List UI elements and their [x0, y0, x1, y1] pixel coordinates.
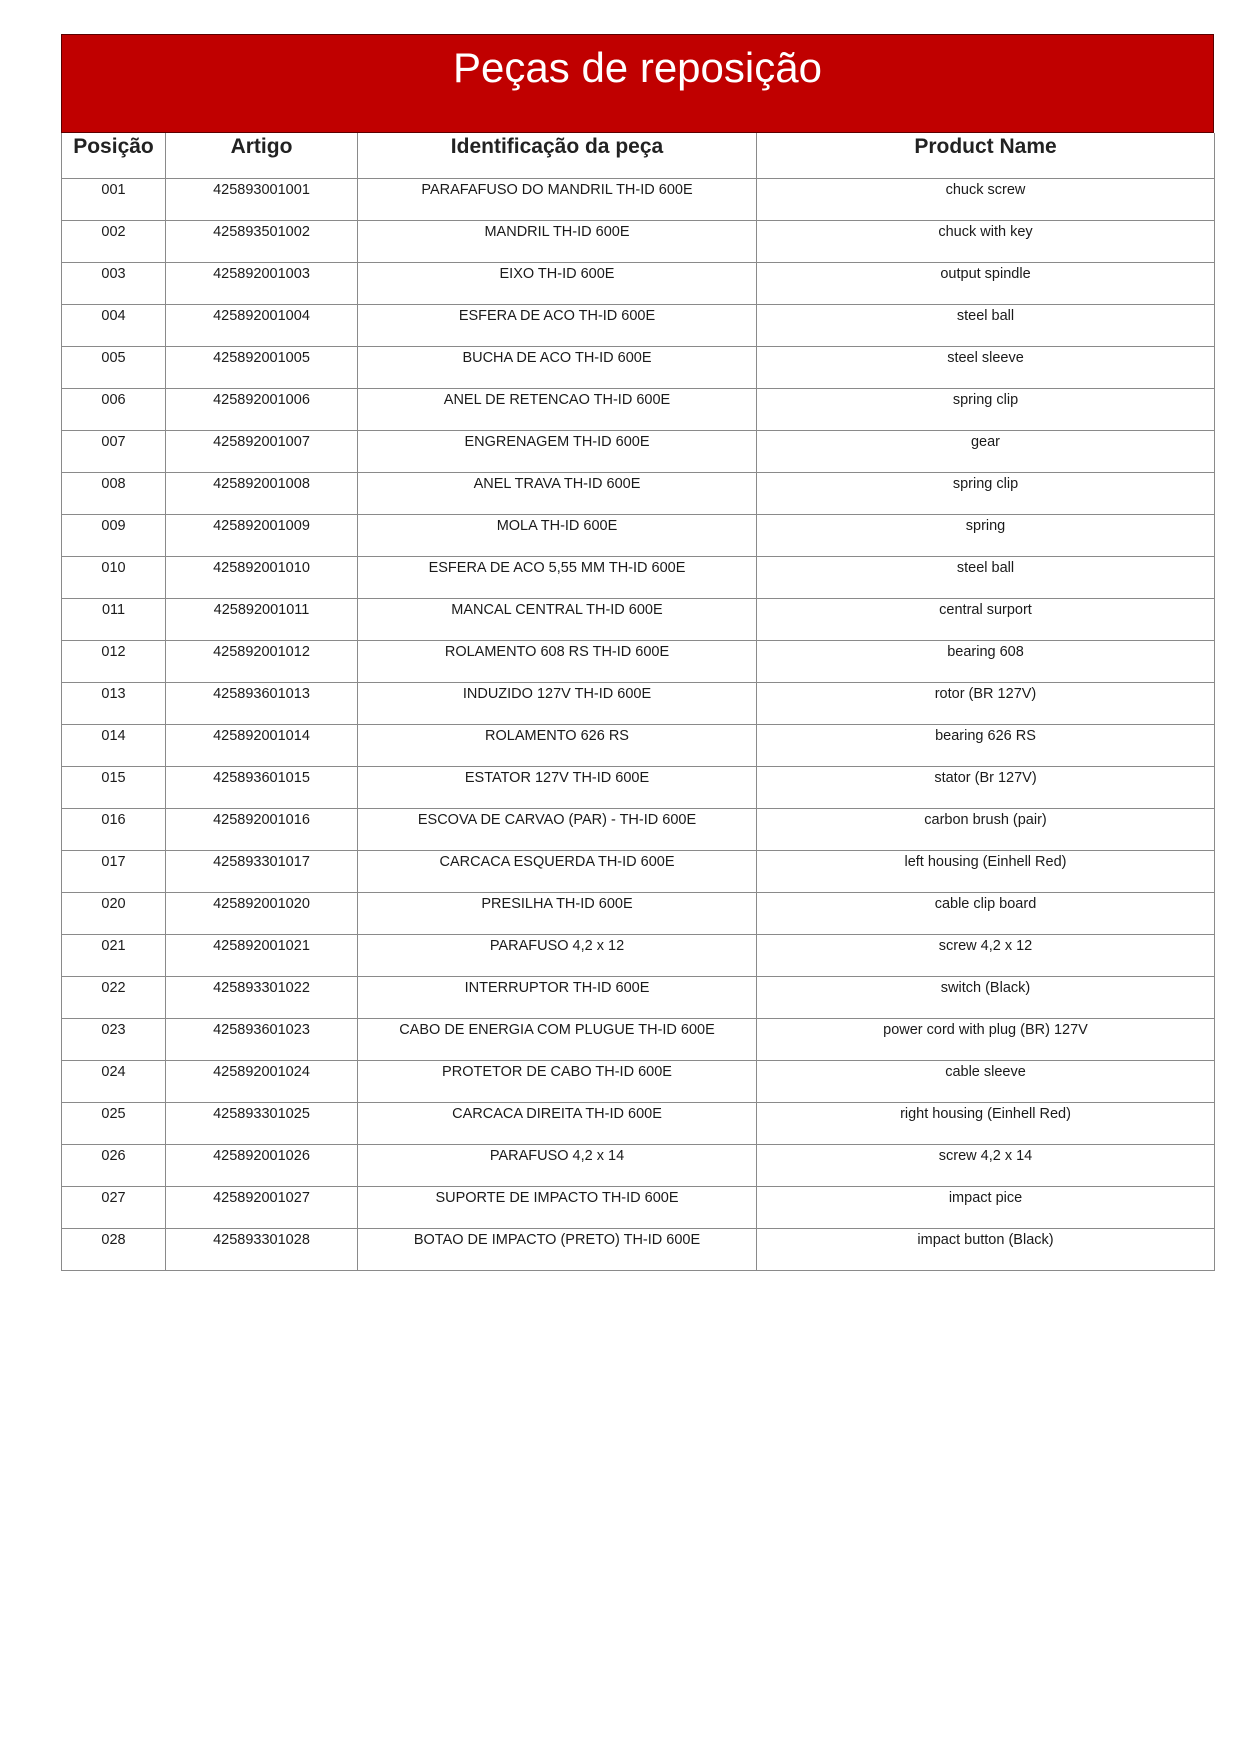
cell-position: 017: [62, 850, 166, 892]
table-row: [62, 1018, 1215, 1060]
page-title: Peças de reposição: [453, 44, 822, 91]
cell-product-name: steel ball: [757, 304, 1215, 346]
header-position: Posição: [62, 133, 166, 178]
parts-table: [61, 133, 1215, 1271]
cell-position: 022: [62, 976, 166, 1018]
cell-article: 425893601023: [166, 1018, 358, 1060]
cell-product-name: steel sleeve: [757, 346, 1215, 388]
table-row: [62, 262, 1215, 304]
cell-position: 014: [62, 724, 166, 766]
cell-product-name: left housing (Einhell Red): [757, 850, 1215, 892]
cell-article: 425892001008: [166, 472, 358, 514]
cell-identification: MANCAL CENTRAL TH-ID 600E: [358, 598, 757, 640]
cell-article: 425892001011: [166, 598, 358, 640]
table-row: [62, 640, 1215, 682]
table-row: [62, 472, 1215, 514]
table-row: [62, 178, 1215, 220]
table-row: [62, 934, 1215, 976]
cell-article: 425892001014: [166, 724, 358, 766]
cell-identification: ESTATOR 127V TH-ID 600E: [358, 766, 757, 808]
cell-product-name: rotor (BR 127V): [757, 682, 1215, 724]
cell-position: 021: [62, 934, 166, 976]
cell-product-name: chuck screw: [757, 178, 1215, 220]
table-row: [62, 388, 1215, 430]
cell-identification: ESFERA DE ACO TH-ID 600E: [358, 304, 757, 346]
cell-product-name: impact pice: [757, 1186, 1215, 1228]
cell-position: 024: [62, 1060, 166, 1102]
table-row: [62, 850, 1215, 892]
cell-article: 425892001020: [166, 892, 358, 934]
cell-product-name: output spindle: [757, 262, 1215, 304]
cell-article: 425892001004: [166, 304, 358, 346]
table-row: [62, 304, 1215, 346]
cell-identification: CARCACA DIREITA TH-ID 600E: [358, 1102, 757, 1144]
table-row: [62, 430, 1215, 472]
table-row: [62, 808, 1215, 850]
cell-identification: CARCACA ESQUERDA TH-ID 600E: [358, 850, 757, 892]
cell-identification: PARAFUSO 4,2 x 12: [358, 934, 757, 976]
cell-identification: PARAFAFUSO DO MANDRIL TH-ID 600E: [358, 178, 757, 220]
cell-position: 012: [62, 640, 166, 682]
cell-position: 013: [62, 682, 166, 724]
cell-position: 006: [62, 388, 166, 430]
cell-identification: ESFERA DE ACO 5,55 MM TH-ID 600E: [358, 556, 757, 598]
cell-identification: PARAFUSO 4,2 x 14: [358, 1144, 757, 1186]
header-article: Artigo: [166, 133, 358, 178]
cell-product-name: cable clip board: [757, 892, 1215, 934]
table-row: [62, 724, 1215, 766]
cell-position: 016: [62, 808, 166, 850]
cell-article: 425892001003: [166, 262, 358, 304]
cell-product-name: spring clip: [757, 472, 1215, 514]
cell-article: 425893301025: [166, 1102, 358, 1144]
table-row: [62, 1060, 1215, 1102]
table-row: [62, 682, 1215, 724]
cell-position: 003: [62, 262, 166, 304]
cell-position: 010: [62, 556, 166, 598]
header-product-name: Product Name: [757, 133, 1215, 178]
cell-identification: INTERRUPTOR TH-ID 600E: [358, 976, 757, 1018]
cell-product-name: gear: [757, 430, 1215, 472]
cell-identification: MOLA TH-ID 600E: [358, 514, 757, 556]
cell-identification: INDUZIDO 127V TH-ID 600E: [358, 682, 757, 724]
cell-identification: CABO DE ENERGIA COM PLUGUE TH-ID 600E: [358, 1018, 757, 1060]
cell-product-name: bearing 608: [757, 640, 1215, 682]
cell-position: 011: [62, 598, 166, 640]
cell-product-name: spring clip: [757, 388, 1215, 430]
cell-identification: ANEL DE RETENCAO TH-ID 600E: [358, 388, 757, 430]
cell-product-name: cable sleeve: [757, 1060, 1215, 1102]
table-row: [62, 976, 1215, 1018]
cell-position: 015: [62, 766, 166, 808]
table-row: [62, 556, 1215, 598]
cell-position: 008: [62, 472, 166, 514]
cell-article: 425892001027: [166, 1186, 358, 1228]
cell-identification: MANDRIL TH-ID 600E: [358, 220, 757, 262]
table-row: [62, 514, 1215, 556]
cell-product-name: chuck with key: [757, 220, 1215, 262]
table-row: [62, 346, 1215, 388]
title-banner: [61, 34, 1214, 133]
cell-identification: ROLAMENTO 608 RS TH-ID 600E: [358, 640, 757, 682]
cell-product-name: screw 4,2 x 14: [757, 1144, 1215, 1186]
cell-identification: PROTETOR DE CABO TH-ID 600E: [358, 1060, 757, 1102]
table-row: [62, 1186, 1215, 1228]
cell-article: 425892001009: [166, 514, 358, 556]
cell-position: 005: [62, 346, 166, 388]
table-row: [62, 892, 1215, 934]
table-row: [62, 766, 1215, 808]
cell-position: 009: [62, 514, 166, 556]
cell-product-name: switch (Black): [757, 976, 1215, 1018]
cell-product-name: impact button (Black): [757, 1228, 1215, 1270]
cell-article: 425892001010: [166, 556, 358, 598]
cell-identification: BOTAO DE IMPACTO (PRETO) TH-ID 600E: [358, 1228, 757, 1270]
cell-article: 425892001006: [166, 388, 358, 430]
cell-identification: ANEL TRAVA TH-ID 600E: [358, 472, 757, 514]
table-row: [62, 1228, 1215, 1270]
cell-article: 425892001021: [166, 934, 358, 976]
cell-position: 001: [62, 178, 166, 220]
cell-article: 425893301028: [166, 1228, 358, 1270]
parts-sheet: [61, 34, 1214, 1271]
cell-article: 425893601015: [166, 766, 358, 808]
cell-article: 425893301022: [166, 976, 358, 1018]
cell-identification: PRESILHA TH-ID 600E: [358, 892, 757, 934]
cell-identification: EIXO TH-ID 600E: [358, 262, 757, 304]
cell-article: 425893001001: [166, 178, 358, 220]
table-header-row: [62, 133, 1215, 178]
cell-position: 028: [62, 1228, 166, 1270]
cell-article: 425892001012: [166, 640, 358, 682]
table-row: [62, 598, 1215, 640]
cell-product-name: power cord with plug (BR) 127V: [757, 1018, 1215, 1060]
cell-position: 026: [62, 1144, 166, 1186]
cell-article: 425892001007: [166, 430, 358, 472]
cell-product-name: bearing 626 RS: [757, 724, 1215, 766]
cell-identification: ROLAMENTO 626 RS: [358, 724, 757, 766]
cell-product-name: steel ball: [757, 556, 1215, 598]
cell-position: 004: [62, 304, 166, 346]
cell-article: 425893501002: [166, 220, 358, 262]
cell-product-name: spring: [757, 514, 1215, 556]
cell-position: 025: [62, 1102, 166, 1144]
table-row: [62, 220, 1215, 262]
cell-identification: ENGRENAGEM TH-ID 600E: [358, 430, 757, 472]
table-row: [62, 1144, 1215, 1186]
cell-product-name: screw 4,2 x 12: [757, 934, 1215, 976]
cell-article: 425893601013: [166, 682, 358, 724]
cell-article: 425892001005: [166, 346, 358, 388]
table-row: [62, 1102, 1215, 1144]
cell-product-name: carbon brush (pair): [757, 808, 1215, 850]
cell-position: 027: [62, 1186, 166, 1228]
cell-identification: SUPORTE DE IMPACTO TH-ID 600E: [358, 1186, 757, 1228]
cell-position: 002: [62, 220, 166, 262]
cell-article: 425892001026: [166, 1144, 358, 1186]
cell-article: 425892001024: [166, 1060, 358, 1102]
cell-product-name: central surport: [757, 598, 1215, 640]
cell-position: 023: [62, 1018, 166, 1060]
cell-product-name: stator (Br 127V): [757, 766, 1215, 808]
cell-article: 425892001016: [166, 808, 358, 850]
cell-identification: BUCHA DE ACO TH-ID 600E: [358, 346, 757, 388]
cell-identification: ESCOVA DE CARVAO (PAR) - TH-ID 600E: [358, 808, 757, 850]
header-identification: Identificação da peça: [358, 133, 757, 178]
cell-position: 007: [62, 430, 166, 472]
cell-position: 020: [62, 892, 166, 934]
cell-article: 425893301017: [166, 850, 358, 892]
parts-table-body: [62, 178, 1215, 1270]
cell-product-name: right housing (Einhell Red): [757, 1102, 1215, 1144]
